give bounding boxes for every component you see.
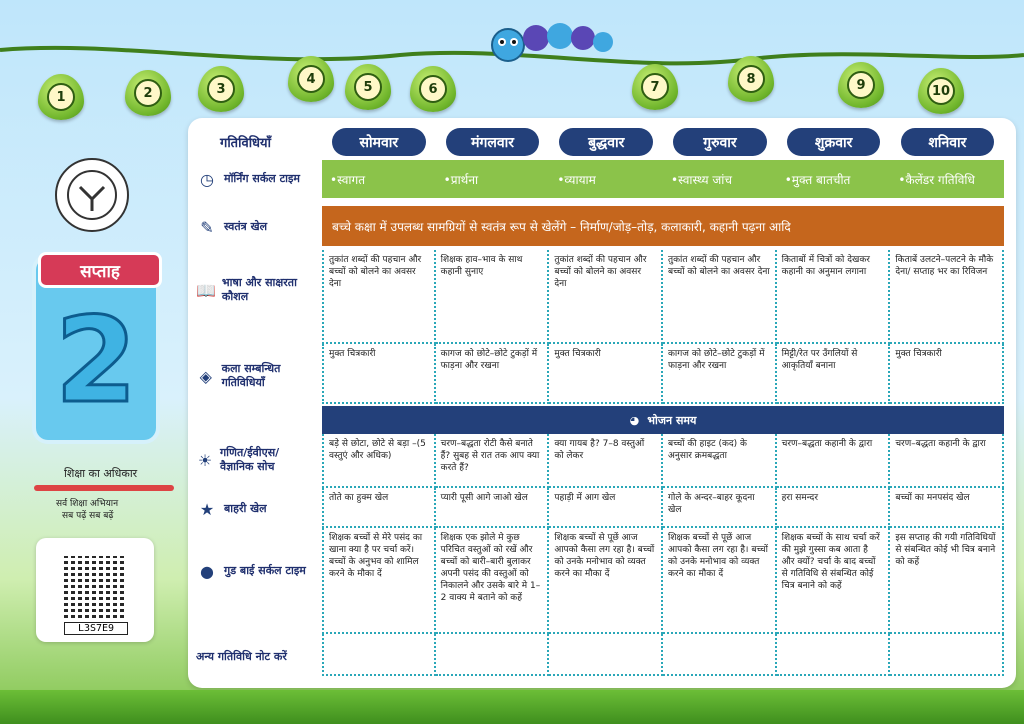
goodbye-row (322, 528, 1004, 634)
math-cell: बच्चों की हाइट (कद) के अनुसार क्रमबद्धता (663, 434, 777, 488)
day-header-2: मंगलवार (446, 128, 540, 156)
row-label-language: 📖 भाषा और साक्षरता कौशल (196, 276, 297, 303)
row-label-morning: ◷ मॉर्निंग सर्कल टाइम (196, 168, 316, 190)
morning-band (322, 160, 1004, 198)
row-label-goodbye: ● गुड बाई सर्कल टाइम (196, 560, 316, 582)
notes-row (322, 634, 1004, 676)
goodbye-cell: शिक्षक बच्चों के साथ चर्चा करें की मुझे गुस्सा कब आता है और क्यों? चर्चा के बाद बच्चों से गतिविधि से संबन्धित कोई चित्र बनाने को कहें (777, 528, 891, 634)
grass-decoration (0, 690, 1024, 724)
goodbye-cell: शिक्षक एक झोले मे कुछ परिचित वस्तुओं को रखें और बच्चों को बारी–बारी बुलाकर अपनी पसंद की वस्तुओं को निकालने और उसके बारे मे 1–2 वाक्य मे बताने को कहें (436, 528, 550, 634)
leaf-number-8: 8 (728, 56, 774, 102)
child-play-icon: ✎ (200, 217, 214, 237)
notes-cell[interactable] (549, 634, 663, 676)
bulb-icon: ☀ (197, 450, 213, 470)
row-label-math: ☀ गणित/ईवीएस/ वैज्ञानिक सोच (197, 446, 280, 473)
reading-icon: 📖 (196, 280, 216, 300)
leaf-number-2: 2 (125, 70, 171, 116)
art-cell: कागज को छोटे–छोटे टुकड़ों में फाड़ना और रखना (663, 344, 777, 404)
math-cell: बड़े से छोटा, छोटे से बड़ा –(5 वस्तुएं और अधिक) (322, 434, 436, 488)
goodbye-cell: इस सप्ताह की गयी गतिविधियों से संबन्धित कोई भी चित्र बनाने को कहें (890, 528, 1004, 634)
pencil-icon (34, 485, 174, 491)
running-kids-icon: ★ (199, 499, 215, 519)
notes-cell[interactable] (663, 634, 777, 676)
free-play-band: बच्चे कक्षा में उपलब्ध सामग्रियों से स्वतंत्र रूप से खेलेंगे – निर्माण/जोड़–तोड़, कलाकारी, कहानी पढ़ना आदि (322, 206, 1004, 246)
leaf-number-6: 6 (410, 66, 456, 112)
rte-line2: सब पढ़ें सब बढ़ें (62, 511, 114, 521)
week-number: 2 (54, 291, 138, 429)
day-header-6: शनिवार (901, 128, 995, 156)
language-cell: तुकांत शब्दों की पहचान और बच्चों को बोलने का अवसर देना (549, 250, 663, 344)
morning-item: •कैलेंडर गतिविधि (898, 172, 975, 187)
outdoor-cell: पहाड़ी में आग खेल (549, 488, 663, 528)
qr-id: L3S7E9 (64, 622, 128, 635)
art-row (322, 344, 1004, 404)
rte-line1: सर्व शिक्षा अभियान (56, 499, 119, 509)
outdoor-cell: गोले के अन्दर–बाहर कूदना खेल (663, 488, 777, 528)
outdoor-cell: हरा समन्दर (777, 488, 891, 528)
art-cell: मुक्त चित्रकारी (322, 344, 436, 404)
language-cell: तुकांत शब्दों की पहचान और बच्चों को बोलने का अवसर देना (322, 250, 436, 344)
palette-icon: ◈ (199, 366, 212, 386)
leaf-number-7: 7 (632, 64, 678, 110)
notes-cell[interactable] (890, 634, 1004, 676)
leaf-number-1: 1 (38, 74, 84, 120)
language-cell: तुकांत शब्दों की पहचान और बच्चों को बोलने का अवसर देना (663, 250, 777, 344)
morning-item: •स्वागत (330, 172, 366, 187)
art-cell: मुक्त चित्रकारी (890, 344, 1004, 404)
day-header-4: गुरुवार (673, 128, 767, 156)
clock-icon: ◷ (200, 169, 214, 189)
language-cell: किताबों में चित्रों को देखकर कहानी का अनुमान लगाना (777, 250, 891, 344)
math-cell: क्या गायब है? 7–8 वस्तुओं को लेकर (549, 434, 663, 488)
day-header-1: सोमवार (332, 128, 426, 156)
art-cell: मुक्त चित्रकारी (549, 344, 663, 404)
art-cell: कागज को छोटे–छोटे टुकड़ों में फाड़ना और रखना (436, 344, 550, 404)
day-header-3: बुद्धवार (559, 128, 653, 156)
notes-cell[interactable] (436, 634, 550, 676)
morning-item: •व्यायाम (557, 172, 596, 187)
morning-item: •मुक्त बातचीत (784, 172, 851, 187)
leaf-number-5: 5 (345, 64, 391, 110)
outdoor-row (322, 488, 1004, 528)
language-cell: किताबें उलटने–पलटने के मौके देना/ सप्ताह भर का रिविजन (890, 250, 1004, 344)
day-header-5: शुक्रवार (787, 128, 881, 156)
leaf-number-4: 4 (288, 56, 334, 102)
rte-title: शिक्षा का अधिकार (64, 467, 138, 480)
row-label-outdoor: ★ बाहरी खेल (196, 498, 316, 520)
outdoor-cell: बच्चों का मनपसंद खेल (890, 488, 1004, 528)
row-label-art: ◈ कला सम्बन्धित गतिविधियाँ (196, 362, 316, 390)
art-cell: मिट्टी/रेत पर उँगलियों से आकृतियाँ बनाना (777, 344, 891, 404)
up-government-logo (55, 158, 129, 232)
math-cell: चरण–बद्धता कहानी के द्वारा (890, 434, 1004, 488)
notes-cell[interactable] (322, 634, 436, 676)
notes-cell[interactable] (777, 634, 891, 676)
outdoor-cell: तोते का हुक्म खेल (322, 488, 436, 528)
math-cell: चरण–बद्धता कहानी के द्वारा (777, 434, 891, 488)
language-cell: शिक्षक हाव–भाव के साथ कहानी सुनाए (436, 250, 550, 344)
lunch-bowl-icon: ◕ (629, 413, 640, 427)
qr-card[interactable] (36, 538, 154, 642)
group-chat-icon: ● (200, 561, 214, 581)
goodbye-cell: शिक्षक बच्चों से मेरे पसंद का खाना क्या है पर चर्चा करें। बच्चों के अनुभव को शामिल करने के मौका दें (322, 528, 436, 634)
language-row (322, 250, 1004, 344)
leaf-number-3: 3 (198, 66, 244, 112)
goodbye-cell: शिक्षक बच्चों से पूछें आज आपको कैसा लग रहा है। बच्चों को उनके मनोभाव को व्यक्त करने का मौका दें (549, 528, 663, 634)
math-cell: चरण–बद्धता रोटी कैसे बनाते हैं? सुबह से रात तक आप क्या करते हैं? (436, 434, 550, 488)
morning-item: •स्वास्थ्य जांच (671, 172, 733, 187)
morning-item: •प्रार्थना (443, 172, 479, 187)
week-label: सप्ताह (38, 252, 162, 288)
lunch-label: भोजन समय (647, 413, 697, 427)
row-label-notes: अन्य गतिविधि नोट करें (196, 650, 287, 663)
leaf-number-10: 10 (918, 68, 964, 114)
outdoor-cell: प्यारी पूसी आगे जाओ खेल (436, 488, 550, 528)
goodbye-cell: शिक्षक बच्चों से पूछें आज आपको कैसा लग रहा है। बच्चों को उनके मनोभाव को व्यक्त करने का मौका दें (663, 528, 777, 634)
lunch-band (322, 406, 1004, 434)
row-label-free-play: ✎ स्वतंत्र खेल (196, 216, 316, 238)
activities-column-title: गतिविधियाँ (220, 136, 271, 151)
caterpillar-illustration (488, 10, 618, 70)
math-row (322, 434, 1004, 488)
qr-code-icon (64, 556, 126, 618)
leaf-number-9: 9 (838, 62, 884, 108)
